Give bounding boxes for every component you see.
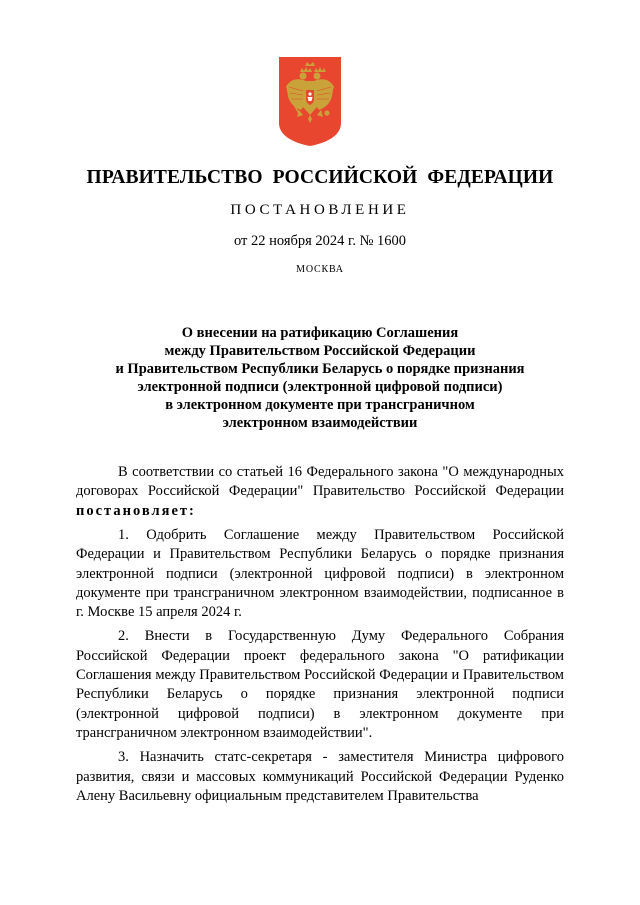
resolution-item-3: 3. Назначить статс-секретаря - заместителя Министра цифрового развития, связи и массовых коммуникаций Российской Федерации Руденко Алену Васильевну официальным представителем Правительства [76,749,564,804]
resolution-body [76,463,564,806]
resolution-title [90,324,550,432]
title-line: О внесении на ратификацию Соглашения [181,325,459,341]
russian-coat-of-arms-icon [279,57,341,146]
resolves-keyword: постановляет: [76,502,196,519]
intro-text: В соответствии со статьей 16 Федерального закона "О международных договорах Российской Федерации" Правительство Российской Федерации [76,464,564,500]
coat-of-arms-emblem [279,57,341,146]
title-line: между Правительством Российской Федерации [164,343,476,359]
title-line: электронном взаимодействии [222,415,418,431]
document-type: ПОСТАНОВЛЕНИЕ [230,202,410,218]
intro-paragraph [76,463,564,521]
resolution-item-2: 2. Внести в Государственную Думу Федерального Собрания Российской Федерации проект федерального закона "О ратификации Соглашения между Правительством Российской Федерации и Правительством Республики Беларусь о порядке признания электронной подписи (электронной цифровой подписи) в электронном документе при трансграничном электронном взаимодействии". [76,628,564,742]
document-date-number: от 22 ноября 2024 г. № 1600 [233,233,407,249]
resolution-item-1: 1. Одобрить Соглашение между Правительством Российской Федерации и Правительством Республики Беларусь о порядке признания электронной подписи (электронной цифровой подписи) в электронном документе при трансграничном электронном взаимодействии, подписанное в г. Москве 15 апреля 2024 г. [76,526,564,621]
title-line: в электронном документе при трансграничном [165,397,475,413]
document-city: МОСКВА [296,264,344,275]
title-line: электронной подписи (электронной цифровой подписи) [137,379,503,395]
title-line: и Правительством Республики Беларусь о порядке признания [115,361,525,377]
government-name: ПРАВИТЕЛЬСТВО РОССИЙСКОЙ ФЕДЕРАЦИИ [86,167,554,188]
